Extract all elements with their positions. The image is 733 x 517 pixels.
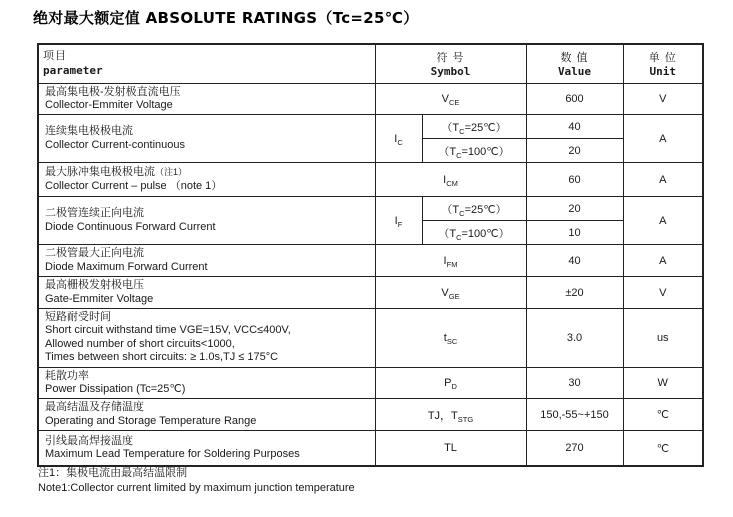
symbol-base: TL (444, 442, 457, 455)
value-cell: 40 (526, 245, 623, 277)
symbol-sub: FM (446, 259, 458, 269)
value-cell: 20 (526, 197, 623, 221)
table-row (38, 399, 703, 431)
parameter-en: Power Dissipation (Tc=25℃) (45, 382, 186, 395)
parameter-en: Collector-Emmiter Voltage (45, 98, 173, 111)
symbol-sub: GE (448, 291, 460, 301)
parameter-zh: 短路耐受时间 (45, 310, 111, 323)
table-row (38, 245, 703, 277)
parameter-cell (38, 431, 375, 466)
table-row (38, 431, 703, 466)
value-cell: ±20 (526, 277, 623, 309)
parameter-zh: 最高栅极发射极电压 (45, 279, 144, 292)
value-cell: 600 (526, 83, 623, 115)
header-value-en: Value (557, 65, 592, 79)
parameter-en: Maximum Lead Temperature for Soldering Purposes (45, 448, 300, 461)
symbol-cell (375, 367, 526, 399)
unit-cell: W (623, 367, 703, 399)
table-row (38, 367, 703, 399)
value-cell: 3.0 (526, 308, 623, 367)
parameter-en-line3: Times between short circuits: ≥ 1.0s,TJ ≤ 175°C (45, 351, 279, 364)
table-row (38, 197, 703, 221)
condition-sub: C (459, 127, 465, 136)
condition-sub: C (456, 151, 462, 160)
parameter-cell (38, 83, 375, 115)
symbol-cell (375, 245, 526, 277)
symbol-cell (375, 163, 526, 197)
unit-cell: A (623, 245, 703, 277)
parameter-zh: 耗散功率 (45, 369, 89, 382)
condition-post: =25℃） (464, 203, 507, 216)
condition-post: =100℃） (461, 145, 510, 158)
unit-cell: V (623, 83, 703, 115)
symbol-sub: D (451, 382, 457, 392)
symbol-cell (375, 431, 526, 466)
parameter-en: Collector Current-continuous (45, 138, 186, 151)
header-symbol-en: Symbol (430, 65, 471, 79)
parameter-zh: 二极管连续正向电流 (45, 207, 144, 220)
condition-cell (422, 221, 526, 245)
header-symbol (375, 44, 526, 83)
page-title: 绝对最大额定值 ABSOLUTE RATINGS（Tc=25℃） (33, 9, 419, 27)
parameter-en: Gate-Emmiter Voltage (45, 292, 154, 305)
header-parameter-zh: 项目 (43, 50, 67, 63)
symbol-cell (375, 197, 422, 245)
symbol-base: I (443, 173, 447, 186)
unit-cell: A (623, 197, 703, 245)
table-row (38, 308, 703, 367)
condition-pre: （T (441, 121, 460, 134)
footnotes (38, 466, 355, 496)
parameter-en: Diode Continuous Forward Current (45, 220, 216, 233)
value-cell: 270 (526, 431, 623, 466)
symbol-base: V (441, 92, 449, 105)
unit-cell: ℃ (623, 431, 703, 466)
absolute-ratings-table (37, 43, 704, 467)
value-cell: 10 (526, 221, 623, 245)
condition-post: =25℃） (464, 121, 507, 134)
symbol-cell (375, 277, 526, 309)
parameter-cell (38, 308, 375, 367)
condition-pre: （T (441, 203, 460, 216)
header-parameter (38, 44, 375, 83)
table-header-row (38, 44, 703, 83)
header-unit-en: Unit (649, 65, 676, 79)
symbol-cell (375, 83, 526, 115)
footnote-en: Note1:Collector current limited by maximum junction temperature (38, 481, 355, 494)
parameter-zh-note: （注1） (155, 167, 188, 178)
parameter-cell (38, 163, 375, 197)
parameter-zh: 二极管最大正向电流 (45, 247, 144, 260)
parameter-cell (38, 245, 375, 277)
parameter-cell (38, 399, 375, 431)
condition-cell (422, 197, 526, 221)
parameter-cell (38, 115, 375, 163)
symbol-sub: SC (446, 336, 458, 346)
header-unit-zh: 单 位 (648, 52, 677, 65)
value-cell: 30 (526, 367, 623, 399)
parameter-en-line2: Allowed number of short circuits<1000, (45, 337, 235, 350)
symbol-cell (375, 399, 526, 431)
symbol-base: I (443, 254, 447, 267)
condition-pre: （T (438, 227, 457, 240)
parameter-cell (38, 277, 375, 309)
footnote-zh: 注1：集极电流由最高结温限制 (38, 467, 188, 479)
parameter-cell (38, 367, 375, 399)
symbol-base: t (443, 331, 447, 344)
symbol-base: I (394, 214, 398, 227)
symbol-cell (375, 115, 422, 163)
parameter-zh: 连续集电极极电流 (45, 125, 133, 138)
condition-sub: C (459, 209, 465, 218)
symbol-base: I (394, 132, 398, 145)
parameter-en: Collector Current – pulse （note 1） (45, 179, 223, 192)
condition-pre: （T (438, 145, 457, 158)
symbol-base: P (444, 376, 452, 389)
parameter-en-line1: Short circuit withstand time VGE=15V, VCC≤400V, (45, 324, 291, 337)
symbol-base: TJ，T (427, 409, 458, 422)
value-cell: 40 (526, 115, 623, 139)
parameter-zh: 最高集电极-发射极直流电压 (45, 85, 181, 98)
unit-cell: A (623, 115, 703, 163)
table-row (38, 115, 703, 139)
symbol-cell (375, 308, 526, 367)
header-parameter-en: parameter (43, 63, 103, 77)
parameter-cell (38, 197, 375, 245)
symbol-sub: F (397, 220, 403, 229)
header-value-zh: 数 值 (560, 52, 589, 65)
unit-cell: A (623, 163, 703, 197)
parameter-zh: 引线最高焊接温度 (45, 434, 133, 447)
header-unit (623, 44, 703, 83)
unit-cell: us (623, 308, 703, 367)
table-row (38, 163, 703, 197)
table-row (38, 83, 703, 115)
value-cell: 60 (526, 163, 623, 197)
symbol-sub: C (397, 138, 403, 147)
header-symbol-zh: 符 号 (436, 52, 465, 65)
unit-cell: V (623, 277, 703, 309)
symbol-sub: CM (446, 179, 458, 188)
condition-cell (422, 115, 526, 139)
parameter-zh: 最高结温及存储温度 (45, 401, 144, 414)
condition-cell (422, 139, 526, 163)
value-cell: 150,-55~+150 (526, 399, 623, 431)
symbol-base: V (441, 286, 449, 299)
value-cell: 20 (526, 139, 623, 163)
condition-post: =100℃） (461, 227, 510, 240)
parameter-zh: 最大脉冲集电极极电流（注1） (45, 166, 188, 179)
parameter-en: Diode Maximum Forward Current (45, 260, 208, 273)
parameter-en: Operating and Storage Temperature Range (45, 414, 257, 427)
header-value (526, 44, 623, 83)
table-row (38, 277, 703, 309)
condition-sub: C (456, 233, 462, 242)
unit-cell: ℃ (623, 399, 703, 431)
symbol-sub: STG (457, 415, 474, 425)
symbol-sub: CE (448, 98, 460, 108)
